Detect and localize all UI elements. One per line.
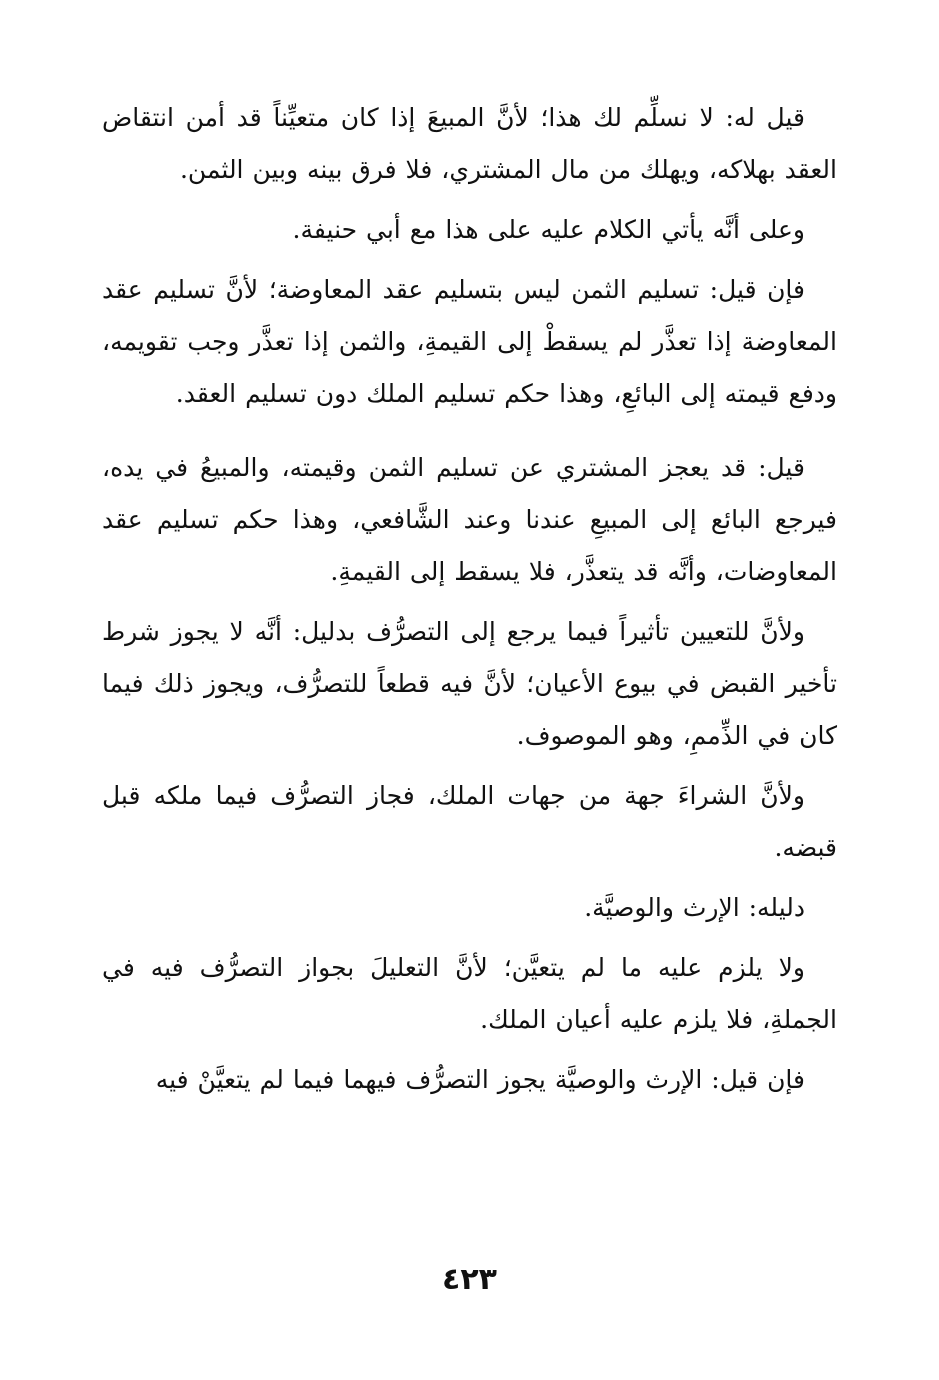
paragraph-6: ولأنَّ الشراءَ جهة من جهات الملك، فجاز التصرُّف فيما ملكه قبل قبضه. [102,781,837,862]
document-body [102,92,837,1114]
paragraph-1: قيل له: لا نسلِّم لك هذا؛ لأنَّ المبيعَ إذا كان متعيِّناً قد أمن انتقاض العقد بهلاكه، ويهلك من مال المشتري، فلا فرق بينه وبين الثمن. [102,103,837,184]
paragraph-8: ولا يلزم عليه ما لم يتعيَّن؛ لأنَّ التعليلَ بجواز التصرُّف فيه في الجملةِ، فلا يلزم عليه أعيان الملك. [102,953,837,1034]
paragraph-3: فإن قيل: تسليم الثمن ليس بتسليم عقد المعاوضة؛ لأنَّ تسليم عقد المعاوضة إذا تعذَّر لم يسقطْ إلى القيمةِ، والثمن إذا تعذَّر وجب تقويمه، ودفع قيمته إلى البائعِ، وهذا حكم تسليم الملك دون تسليم العقد. [102,275,837,408]
paragraph-9: فإن قيل: الإرث والوصيَّة يجوز التصرُّف فيهما فيما لم يتعيَّنْ فيه [155,1065,805,1094]
paragraph-2: وعلى أنَّه يأتي الكلام عليه على هذا مع أبي حنيفة. [292,215,805,244]
paragraph-4: قيل: قد يعجز المشتري عن تسليم الثمن وقيمته، والمبيعُ في يده، فيرجع البائع إلى المبيعِ عندنا وعند الشَّافعي، وهذا حكم تسليم عقد المعاوضات، وأنَّه قد يتعذَّر، فلا يسقط إلى القيمةِ. [102,453,837,586]
paragraph-7: دليله: الإرث والوصيَّة. [584,893,805,922]
paragraph-5: ولأنَّ للتعيين تأثيراً فيما يرجع إلى التصرُّف بدليل: أنَّه لا يجوز شرط تأخير القبض في بيوع الأعيان؛ لأنَّ فيه قطعاً للتصرُّف، ويجوز ذلك فيما كان في الذِّممِ، وهو الموصوف. [102,617,837,750]
page-number: ٤٢٣ [442,1262,497,1297]
